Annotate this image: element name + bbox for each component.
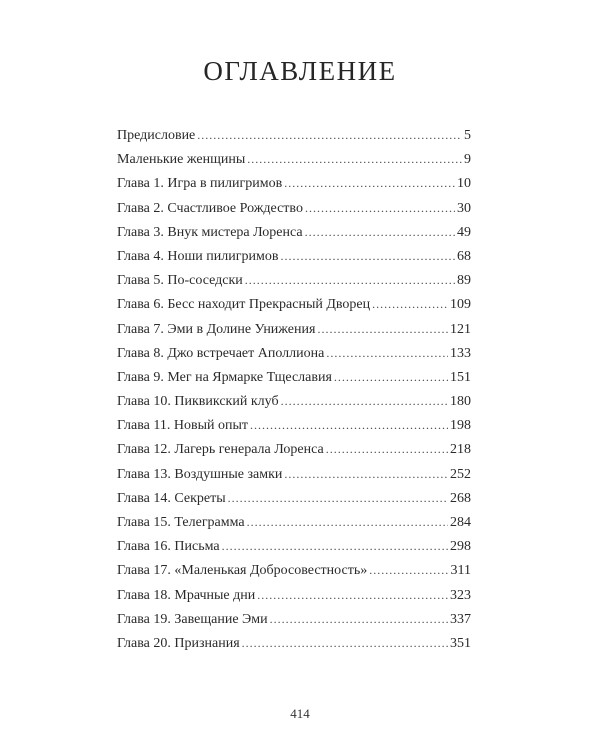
- toc-entry-page: 337: [450, 611, 471, 627]
- toc-entry-page: 30: [457, 200, 471, 216]
- page-title: ОГЛАВЛЕНИЕ: [203, 56, 397, 86]
- toc-entry: [117, 491, 471, 515]
- toc-entry: [117, 201, 471, 225]
- toc-entry-title: Глава 19. Завещание Эми: [117, 611, 268, 627]
- page-number: 414: [290, 706, 310, 721]
- toc-entry-page: 298: [450, 539, 471, 555]
- toc-entry-page: 268: [450, 490, 471, 506]
- toc-entry-title: Глава 17. «Маленькая Добросовестность»: [117, 563, 368, 579]
- toc-entry: [117, 322, 471, 346]
- table-of-contents: [117, 128, 471, 660]
- toc-entry: [117, 442, 471, 466]
- toc-entry: [117, 612, 471, 636]
- dot-leader: [247, 515, 448, 530]
- toc-entry-title: Глава 18. Мрачные дни: [117, 587, 256, 603]
- toc-entry-title: Глава 10. Пиквикский клуб: [117, 394, 279, 410]
- toc-entry-page: 121: [450, 321, 471, 337]
- toc-entry: [117, 418, 471, 442]
- toc-entry-title: Глава 13. Воздушные замки: [117, 466, 283, 482]
- toc-entry-page: 89: [457, 273, 471, 289]
- toc-entry-title: Глава 2. Счастливое Рождество: [117, 200, 303, 216]
- toc-entry-title: Глава 15. Телеграмма: [117, 515, 245, 530]
- toc-entry-title: Предисловие: [117, 128, 196, 143]
- dot-leader: [250, 418, 448, 433]
- dot-leader: [284, 467, 448, 482]
- toc-entry: [117, 563, 471, 587]
- toc-entry: [117, 176, 471, 200]
- toc-entry: [117, 588, 471, 612]
- dot-leader: [305, 201, 455, 216]
- toc-entry: [117, 515, 471, 539]
- toc-entry-page: 198: [450, 418, 471, 434]
- toc-entry-page: 284: [450, 515, 471, 530]
- toc-entry-page: 351: [450, 635, 471, 651]
- dot-leader: [305, 225, 455, 240]
- toc-entry-page: 109: [450, 297, 471, 313]
- dot-leader: [334, 370, 448, 385]
- toc-entry: [117, 394, 471, 418]
- toc-entry-title: Глава 3. Внук мистера Лоренса: [117, 224, 303, 240]
- toc-entry-title: Глава 20. Признания: [117, 635, 240, 651]
- toc-entry-page: 252: [450, 466, 471, 482]
- dot-leader: [257, 588, 448, 603]
- toc-entry-title: Глава 4. Ноши пилигримов: [117, 248, 279, 264]
- dot-leader: [270, 612, 448, 627]
- toc-entry-title: Глава 16. Письма: [117, 539, 220, 555]
- toc-entry: [117, 273, 471, 297]
- toc-entry-title: Маленькие женщины: [117, 152, 246, 168]
- toc-entry-page: 180: [450, 394, 471, 410]
- dot-leader: [372, 297, 448, 312]
- dot-leader: [326, 346, 448, 361]
- toc-entry-page: 9: [464, 152, 471, 168]
- dot-leader: [281, 394, 448, 409]
- toc-entry-title: Глава 14. Секреты: [117, 490, 226, 506]
- toc-entry: [117, 297, 471, 321]
- toc-entry-page: 133: [450, 345, 471, 361]
- toc-entry-title: Глава 8. Джо встречает Аполлиона: [117, 345, 325, 361]
- toc-entry: [117, 249, 471, 273]
- toc-entry-page: 49: [457, 224, 471, 240]
- dot-leader: [222, 539, 448, 554]
- toc-entry-title: Глава 5. По-соседски: [117, 273, 243, 289]
- toc-entry: [117, 539, 471, 563]
- toc-entry-title: Глава 11. Новый опыт: [117, 418, 248, 434]
- dot-leader: [197, 128, 462, 143]
- toc-entry-page: 5: [464, 128, 471, 143]
- dot-leader: [242, 636, 448, 651]
- toc-entry: [117, 346, 471, 370]
- toc-entry-page: 68: [457, 248, 471, 264]
- toc-entry: [117, 128, 471, 152]
- toc-entry: [117, 370, 471, 394]
- toc-entry: [117, 152, 471, 176]
- toc-entry-title: Глава 7. Эми в Долине Унижения: [117, 321, 316, 337]
- toc-entry-page: 151: [450, 369, 471, 385]
- toc-entry-page: 10: [457, 176, 471, 192]
- toc-entry: [117, 225, 471, 249]
- toc-entry-title: Глава 1. Игра в пилигримов: [117, 176, 283, 192]
- toc-entry-title: Глава 12. Лагерь генерала Лоренса: [117, 442, 324, 458]
- toc-entry: [117, 467, 471, 491]
- dot-leader: [326, 442, 448, 457]
- dot-leader: [284, 176, 455, 191]
- dot-leader: [280, 249, 455, 264]
- dot-leader: [247, 152, 462, 167]
- dot-leader: [245, 273, 455, 288]
- toc-entry-title: Глава 6. Бесс находит Прекрасный Дворец: [117, 297, 371, 313]
- toc-entry-title: Глава 9. Мег на Ярмарке Тщеславия: [117, 369, 332, 385]
- dot-leader: [369, 563, 448, 578]
- toc-entry: [117, 636, 471, 660]
- toc-entry-page: 323: [450, 587, 471, 603]
- toc-entry-page: 311: [450, 563, 471, 579]
- toc-entry-page: 218: [450, 442, 471, 458]
- dot-leader: [317, 322, 448, 337]
- dot-leader: [228, 491, 448, 506]
